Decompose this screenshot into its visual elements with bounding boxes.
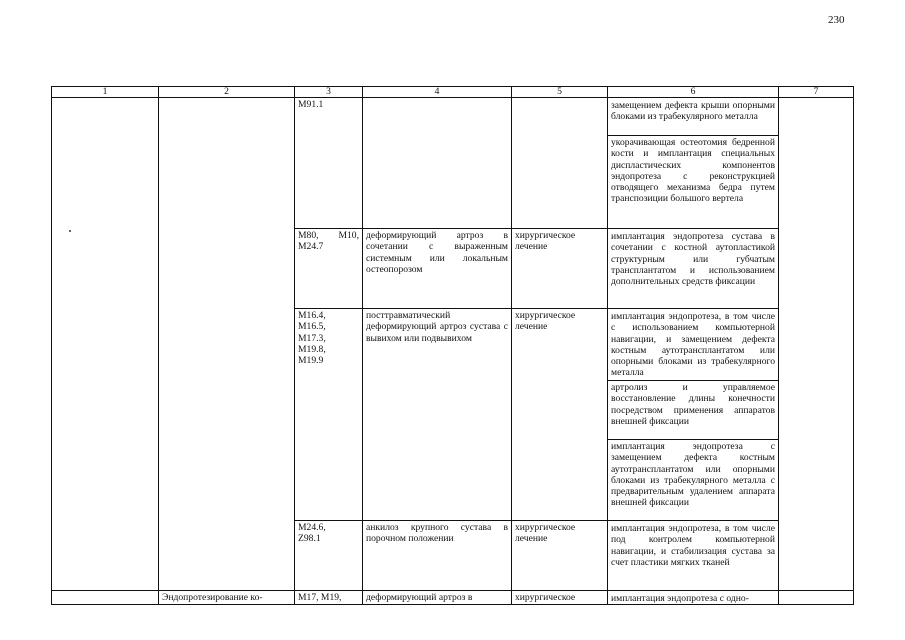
method-item: артролиз и управляемое восстановление длины конечности посредством применения аппаратов внешней фиксации [608, 380, 778, 439]
codes-cell: M17, M19, [295, 591, 363, 605]
codes-cell: M80, M10, M24.7 [295, 229, 363, 309]
treatment-cell: хирургическое лечение [512, 229, 608, 309]
codes-text: M24.6, Z98.1 [298, 522, 326, 545]
diagnosis-cell: деформирующий артроз в [363, 591, 512, 605]
methods-cell [608, 229, 779, 309]
treatment-cell [512, 98, 608, 229]
col1-cell [52, 98, 159, 591]
diagnosis-cell: посттравматический деформирующий артроз сустава с вывихом или подвывихом [363, 309, 512, 521]
method-item: имплантация эндопротеза с одно- [611, 593, 749, 604]
method-item: укорачивающая остеотомия бедренной кости и имплантация специальных диспластических компонентов эндопротеза с реконструкцией отводящего механизма бедра путем транспозиции большого вертела [608, 135, 778, 205]
treatment-cell: хирургическое [512, 591, 608, 605]
table-row [52, 591, 854, 605]
col2-cell: Эндопротезирование ко- [159, 591, 295, 605]
col7-cell [779, 98, 854, 591]
col2-cell [159, 98, 295, 591]
methods-cell [608, 98, 779, 229]
method-item: имплантация эндопротеза, в том числе под контролем компьютерной навигации, и стабилизация сустава за счет пластики мягких тканей [611, 523, 775, 568]
method-item: имплантация эндопротеза сустава в сочетании с костной аутопластикой структурным или губчатым трансплантатом и использованием дополнительных средств фиксации [611, 231, 775, 288]
method-item: замещением дефекта крыши опорными блоками из трабекулярного металла [611, 100, 775, 123]
codes-cell: M91.1 [295, 98, 363, 229]
methods-cell [608, 591, 779, 605]
column-numbers-row [52, 87, 854, 98]
codes-text: M16.4, M16.5, M17.3, M19.8, M19.9 [298, 310, 326, 367]
diagnosis-cell [363, 98, 512, 229]
methods-cell [608, 521, 779, 591]
method-item: имплантация эндопротеза, в том числе с использованием компьютерной навигации, и замещением дефекта костным аутотрансплантатом или опорными блоками из трабекулярного металла [611, 311, 775, 379]
page-number: 230 [828, 14, 845, 26]
col7-cell [779, 591, 854, 605]
methods-cell [608, 309, 779, 521]
header-cell-3: 3 [295, 87, 363, 98]
treatment-cell: хирургическое лечение [512, 309, 608, 521]
header-cell-5: 5 [512, 87, 608, 98]
header-cell-2: 2 [159, 87, 295, 98]
header-cell-6: 6 [608, 87, 779, 98]
codes-cell [295, 309, 363, 521]
col1-cell [52, 591, 159, 605]
header-cell-4: 4 [363, 87, 512, 98]
diagnosis-cell: анкилоз крупного сустава в порочном положении [363, 521, 512, 591]
header-cell-1: 1 [52, 87, 159, 98]
method-item: имплантация эндопротеза с замещением дефекта костным аутотрансплантатом или опорными блоками из трабекулярного металла с предварительным удалением аппарата внешней фиксации [608, 439, 778, 509]
codes-cell [295, 521, 363, 591]
treatment-cell: хирургическое лечение [512, 521, 608, 591]
header-cell-7: 7 [779, 87, 854, 98]
diagnosis-cell: деформирующий артроз в сочетании с выраженным системным или локальным остеопорозом [363, 229, 512, 309]
table-row [52, 98, 854, 229]
procedures-table [51, 86, 854, 605]
